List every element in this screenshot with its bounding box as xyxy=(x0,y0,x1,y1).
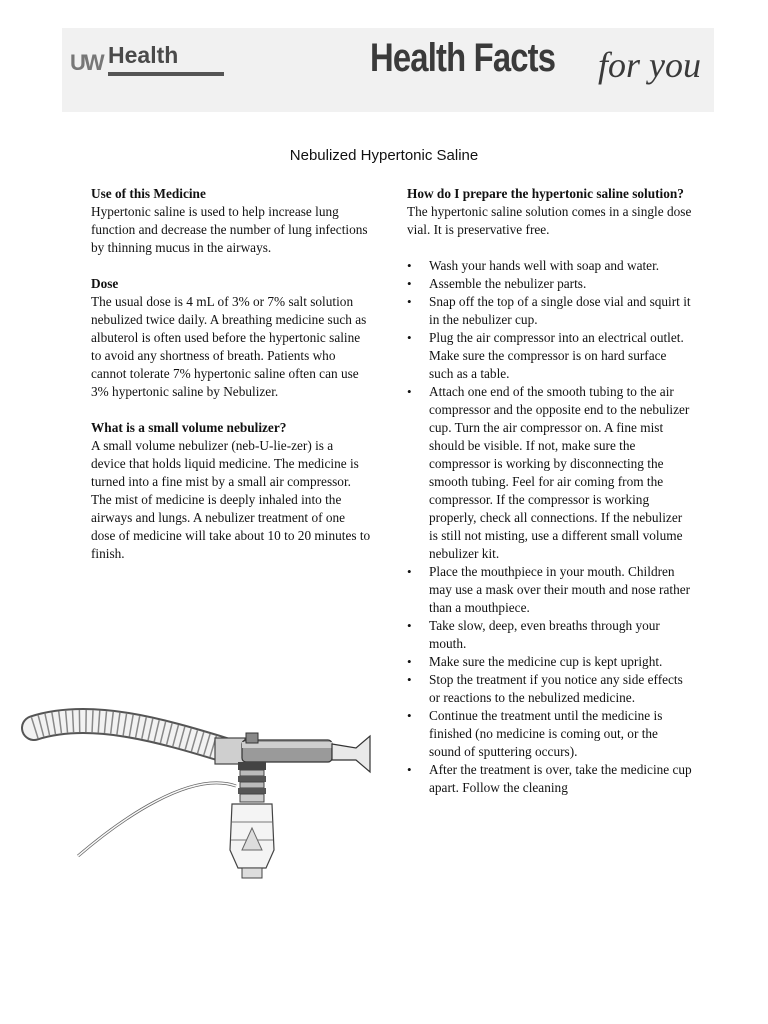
logo-health-text: Health xyxy=(108,42,179,68)
list-item: • Snap off the top of a single dose vial and squirt it in the nebulizer cup. xyxy=(407,293,692,329)
section-heading: How do I prepare the hypertonic saline solution? xyxy=(407,186,684,201)
uw-health-logo xyxy=(70,40,230,80)
health-facts-brand xyxy=(370,36,701,85)
list-item: • Make sure the medicine cup is kept upright. xyxy=(407,653,692,671)
section-heading: Use of this Medicine xyxy=(91,186,206,201)
section-dose xyxy=(91,275,371,401)
right-column xyxy=(407,185,692,797)
list-item: • Stop the treatment if you notice any side effects or reactions to the nebulized medicine. xyxy=(407,671,692,707)
list-item: • After the treatment is over, take the medicine cup apart. Follow the cleaning xyxy=(407,761,692,797)
page-title: Nebulized Hypertonic Saline xyxy=(289,147,479,164)
section-nebulizer xyxy=(91,419,371,563)
list-item: • Place the mouthpiece in your mouth. Children may use a mask over their mouth and nose rather than a mouthpiece. xyxy=(407,563,692,617)
logo-underline xyxy=(108,72,224,76)
list-item: • Wash your hands well with soap and water. xyxy=(407,257,692,275)
logo-uw-text: UW xyxy=(70,50,103,75)
brand-main-text: Health Facts xyxy=(370,36,556,80)
section-use xyxy=(91,185,371,257)
list-item: • Continue the treatment until the medicine is finished (no medicine is coming out, or the sound of sputtering occurs). xyxy=(407,707,692,761)
section-body: A small volume nebulizer (neb-U-lie-zer) is a device that holds liquid medicine. The medicine is turned into a fine mist by a small air compressor. The mist of medicine is deeply inhaled into the airways and lungs. A nebulizer treatment of one dose of medicine will take about 10 to 20 minutes to finish. xyxy=(91,438,371,561)
section-heading: What is a small volume nebulizer? xyxy=(91,420,287,435)
list-item: • Assemble the nebulizer parts. xyxy=(407,275,692,293)
section-body: The usual dose is 4 mL of 3% or 7% salt solution nebulized twice daily. A breathing medicine such as albuterol is often used before the hypertonic saline to avoid any shortness of breath. Patients who cannot tolerate 7% hypertonic saline often can use 3% hypertonic saline by Nebulizer. xyxy=(91,294,367,399)
left-column xyxy=(91,185,371,563)
list-item: • Attach one end of the smooth tubing to the air compressor and the opposite end to the nebulizer cup. Turn the air compressor on. A fine mist should be visible. If not, make sure the compressor is working by disconnecting the smooth tubing. Feel for air coming from the compressor. If the compressor is working properly, check all connections. If the nebulizer is still not misting, use a different small volume nebulizer kit. xyxy=(407,383,692,563)
preparation-steps xyxy=(407,257,692,797)
nebulizer-illustration xyxy=(20,700,390,900)
section-heading: Dose xyxy=(91,276,119,291)
list-item: • Plug the air compressor into an electrical outlet. Make sure the compressor is on hard surface such as a table. xyxy=(407,329,692,383)
section-body: Hypertonic saline is used to help increase lung function and decrease the number of lung infections by thinning mucus in the airways. xyxy=(91,204,368,255)
brand-sub-text: for you xyxy=(598,45,701,85)
section-intro: The hypertonic saline solution comes in a single dose vial. It is preservative free. xyxy=(407,204,692,237)
list-item: • Take slow, deep, even breaths through your mouth. xyxy=(407,617,692,653)
